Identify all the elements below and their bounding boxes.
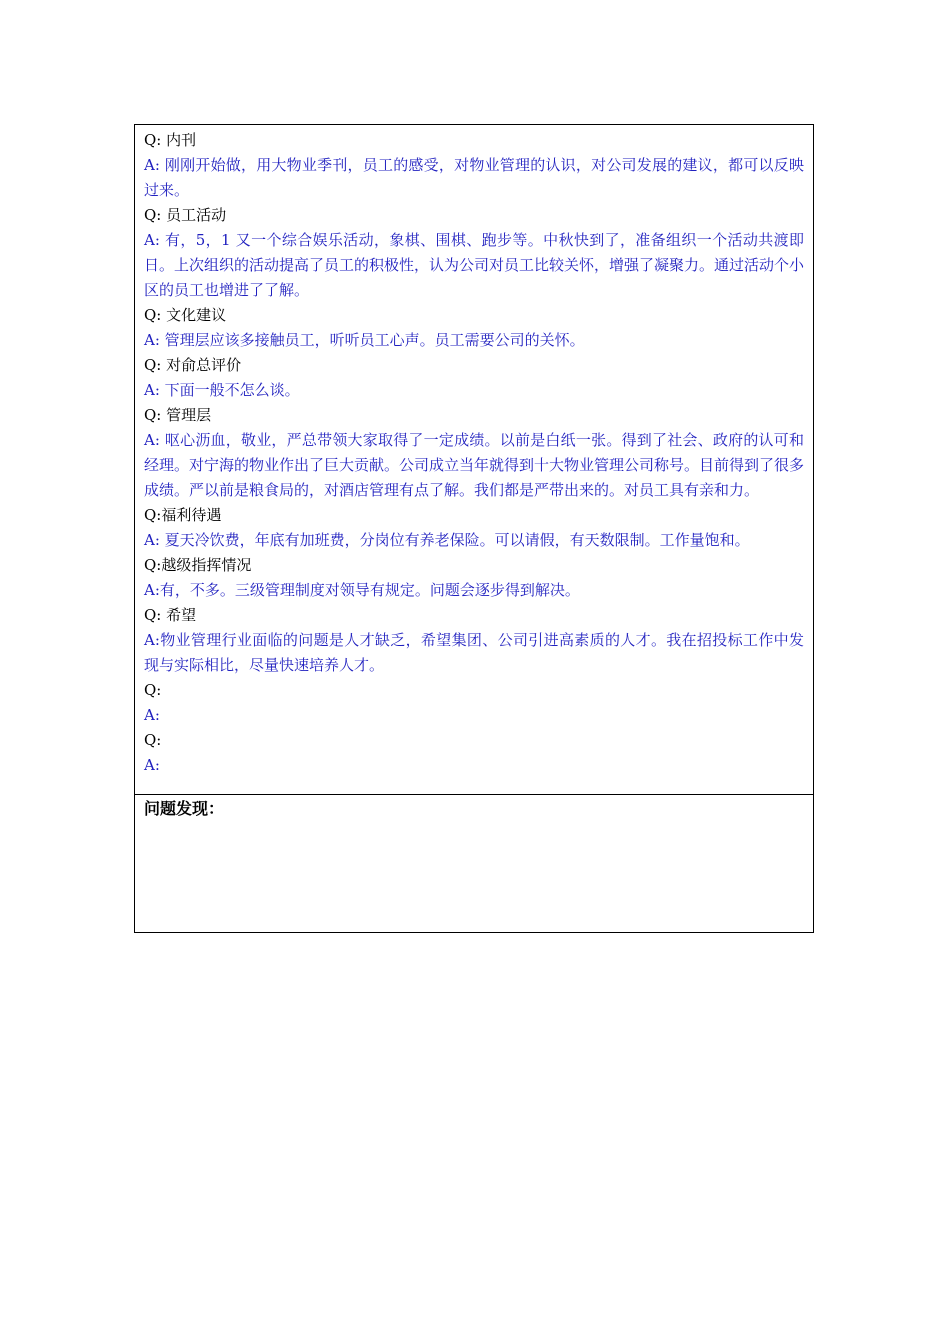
findings-label: 问题发现： bbox=[144, 799, 225, 818]
answer-8: A:物业管理行业面临的问题是人才缺乏，希望集团、公司引进高素质的人才。我在招投标工作中发现与实际相比，尽量快速培养人才。 bbox=[144, 631, 804, 674]
answer-10: A: bbox=[144, 756, 160, 774]
question-5: Q: 管理层 bbox=[144, 406, 212, 424]
answer-6: A: 夏天冷饮费，年底有加班费，分岗位有养老保险。可以请假，有天数限制。工作量饱和。 bbox=[144, 531, 750, 549]
question-3: Q: 文化建议 bbox=[144, 306, 227, 324]
question-1: Q: 内刊 bbox=[144, 131, 197, 149]
question-10: Q: bbox=[144, 731, 162, 749]
answer-2: A: 有，5，1 又一个综合娱乐活动，象棋、围棋、跑步等。中秋快到了，准备组织一个活动共渡即日。上次组织的活动提高了员工的积极性，认为公司对员工比较关怀，增强了凝聚力。通过活动个小区的员工也增进了了解。 bbox=[144, 231, 805, 299]
answer-9: A: bbox=[144, 706, 160, 724]
answer-7: A:有，不多。三级管理制度对领导有规定。问题会逐步得到解决。 bbox=[144, 581, 580, 599]
question-2: Q: 员工活动 bbox=[144, 206, 227, 224]
answer-5: A: 呕心沥血，敬业，严总带领大家取得了一定成绩。以前是白纸一张。得到了社会、政府的认可和经理。对宁海的物业作出了巨大贡献。公司成立当年就得到十大物业管理公司称号。目前得到了很多成绩。严以前是粮食局的，对酒店管理有点了解。我们都是严带出来的。对员工具有亲和力。 bbox=[144, 431, 805, 499]
question-6: Q:福利待遇 bbox=[144, 506, 222, 524]
findings-section bbox=[135, 795, 813, 932]
answer-1: A: 刚刚开始做，用大物业季刊，员工的感受，对物业管理的认识，对公司发展的建议，都可以反映过来。 bbox=[144, 156, 804, 199]
question-9: Q: bbox=[144, 681, 162, 699]
question-4: Q: 对俞总评价 bbox=[144, 356, 242, 374]
interview-record-table bbox=[134, 124, 814, 933]
qa-section bbox=[135, 125, 813, 795]
answer-4: A: 下面一般不怎么谈。 bbox=[144, 381, 300, 399]
answer-3: A: 管理层应该多接触员工，听听员工心声。员工需要公司的关怀。 bbox=[144, 331, 585, 349]
question-8: Q: 希望 bbox=[144, 606, 197, 624]
question-7: Q:越级指挥情况 bbox=[144, 556, 252, 574]
